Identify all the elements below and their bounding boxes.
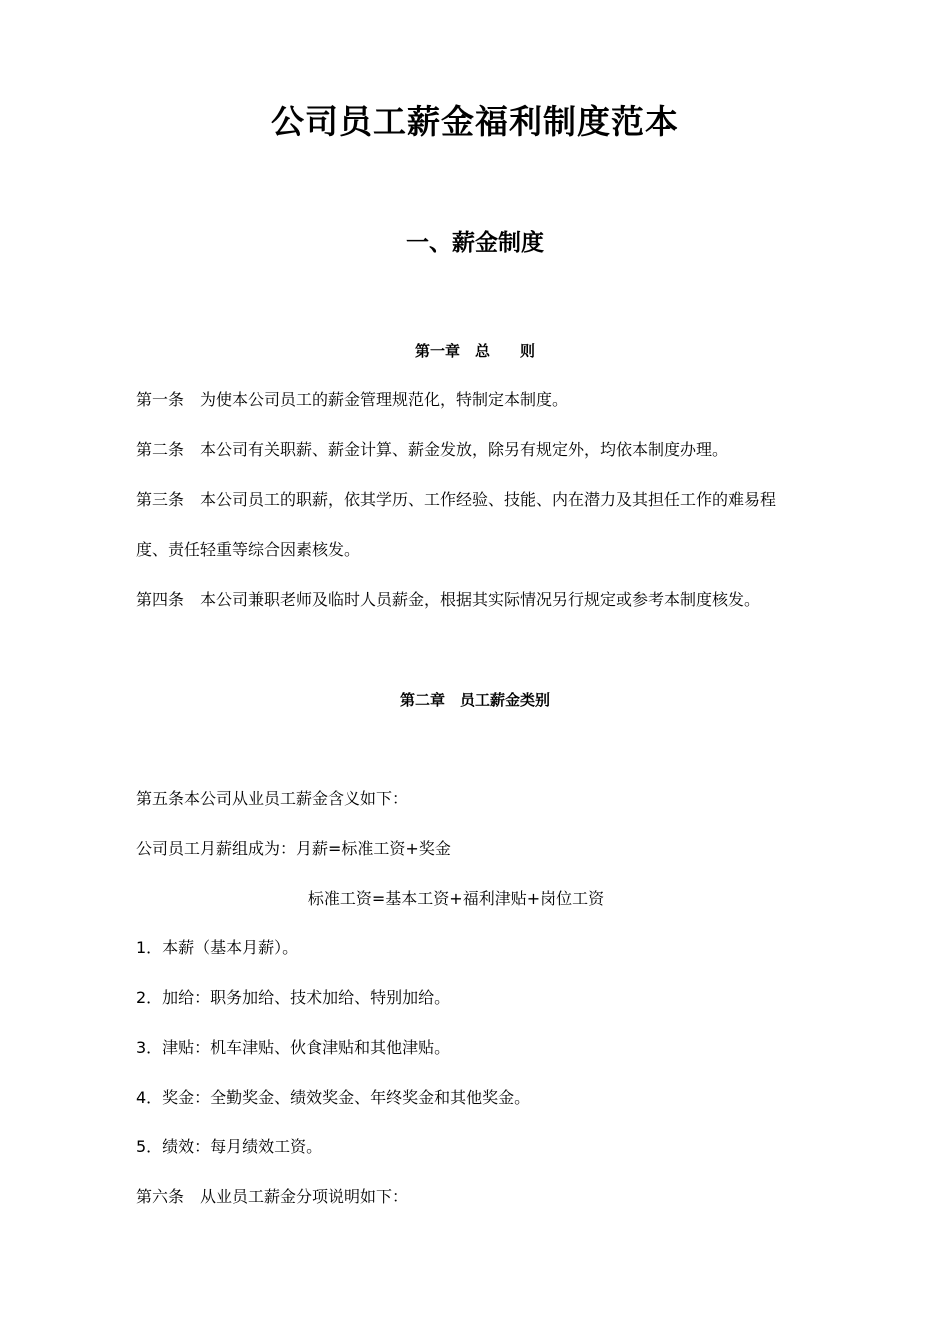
salary-formula-monthly: 公司员工月薪组成为：月薪=标准工资+奖金 — [136, 839, 451, 858]
list-item: 2．加给：职务加给、技术加给、特别加给。 — [136, 988, 451, 1007]
article-5: 第五条本公司从业员工薪金含义如下： — [136, 789, 409, 808]
article-6: 第六条 从业员工薪金分项说明如下： — [136, 1187, 409, 1206]
salary-formula-standard: 标准工资=基本工资+福利津贴+岗位工资 — [307, 889, 605, 908]
list-item: 5．绩效：每月绩效工资。 — [136, 1137, 323, 1156]
list-item: 4．奖金：全勤奖金、绩效奖金、年终奖金和其他奖金。 — [136, 1088, 531, 1107]
article-3-line-1: 第三条 本公司员工的职薪，依其学历、工作经验、技能、内在潜力及其担任工作的难易程 — [136, 490, 777, 509]
list-item: 3．津贴：机车津贴、伙食津贴和其他津贴。 — [136, 1038, 451, 1057]
article-1: 第一条 为使本公司员工的薪金管理规范化，特制定本制度。 — [136, 390, 569, 409]
article-4: 第四条 本公司兼职老师及临时人员薪金，根据其实际情况另行规定或参考本制度核发。 — [136, 590, 761, 609]
section-title: 一、薪金制度 — [406, 230, 544, 256]
article-2: 第二条 本公司有关职薪、薪金计算、薪金发放，除另有规定外，均依本制度办理。 — [136, 440, 729, 459]
chapter-2-heading: 第二章 员工薪金类别 — [399, 691, 550, 709]
list-item: 1．本薪（基本月薪）。 — [136, 938, 299, 957]
document-title: 公司员工薪金福利制度范本 — [271, 102, 679, 141]
article-3-line-2: 度、责任轻重等综合因素核发。 — [136, 540, 361, 559]
chapter-1-heading: 第一章 总 则 — [414, 342, 535, 360]
